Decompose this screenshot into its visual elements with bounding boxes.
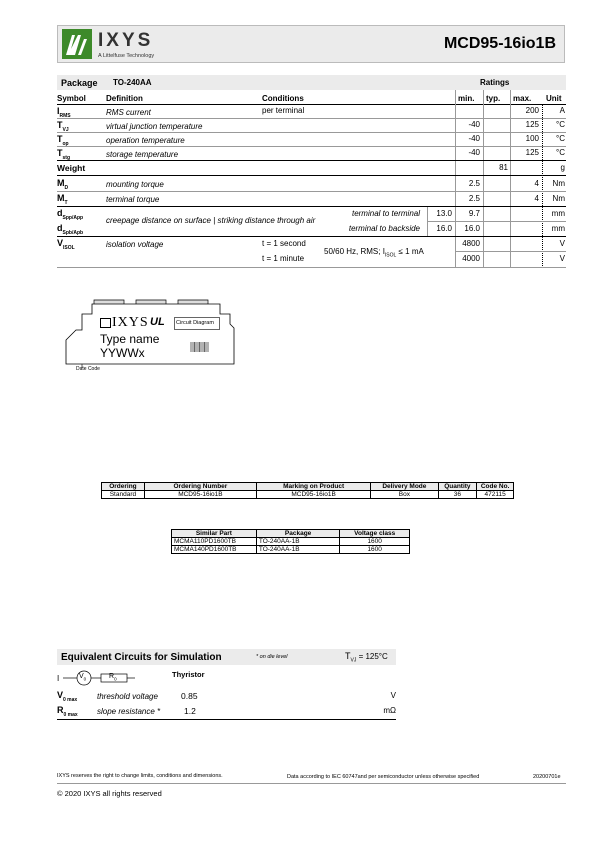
- def-irms: RMS current: [106, 108, 151, 117]
- sym-mt: $M_T$: [57, 193, 68, 206]
- package-marking-drawing: [62, 296, 262, 368]
- sym-weight: Weight: [57, 163, 86, 173]
- circuit-r0-label: $R_0$: [109, 673, 117, 682]
- def-md: mounting torque: [106, 180, 164, 189]
- ordering-cell: Standard: [102, 491, 145, 499]
- col-min: min.: [458, 94, 475, 103]
- unit-visol-1s: V: [559, 239, 565, 248]
- cond-irms: per terminal: [262, 106, 305, 115]
- min-md: 2.5: [468, 179, 480, 188]
- ixys-box-icon: [100, 318, 111, 328]
- ratings-label: Ratings: [480, 78, 510, 87]
- device-label: Thyristor: [172, 670, 205, 679]
- table-row: [102, 491, 514, 499]
- equivalent-temp: $T_{VJ} = 125^\circ C$: [345, 651, 388, 664]
- sym-dspb: $d_{Spb/Apb}$: [57, 223, 84, 236]
- sym-tvj: $T_{VJ}$: [57, 120, 69, 133]
- val-v0max: 0.85: [181, 691, 198, 701]
- col-divider: [483, 90, 484, 268]
- col-definition: Definition: [106, 94, 143, 103]
- footer-standards: Data according to IEC 60747and per semiconductor unless otherwise specified: [287, 774, 480, 780]
- cond-visol-1s: t = 1 second: [262, 239, 306, 248]
- similar-parts-table: [171, 529, 410, 554]
- unit-tstg: °C: [556, 148, 565, 157]
- def-tvj: virtual junction temperature: [106, 122, 203, 131]
- col-symbol: Symbol: [57, 94, 86, 103]
- date-code-label: Date Code: [76, 366, 100, 372]
- similar-header-row: [172, 530, 410, 538]
- ratings-band: [453, 75, 566, 90]
- max-md: 4: [534, 179, 539, 188]
- max-mt: 4: [534, 194, 539, 203]
- equivalent-title: Equivalent Circuits for Simulation: [61, 652, 222, 663]
- similar-header-cell: Similar Part: [172, 530, 257, 538]
- ordering-table: [101, 482, 514, 499]
- max-tvj: 125: [525, 120, 539, 129]
- unit-weight: g: [560, 163, 565, 172]
- cond-dspp: terminal to terminal: [351, 209, 420, 218]
- ordering-cell: 36: [438, 491, 477, 499]
- marking-date-code: YYWWx: [100, 346, 145, 360]
- table-row: [172, 538, 410, 546]
- cond-dspb: terminal to backside: [348, 224, 420, 233]
- equivalent-note: * on die level: [256, 654, 288, 660]
- similar-header-cell: Voltage class: [340, 530, 410, 538]
- unit-v0max: V: [390, 691, 396, 700]
- min-top: -40: [468, 134, 480, 143]
- val-r0max: 1.2: [184, 706, 196, 716]
- sym-dspp: $d_{Spp/App}$: [57, 208, 84, 221]
- sym-top: $T_{op}$: [57, 134, 69, 147]
- sym-r0max: $R_{0 max}$: [57, 705, 78, 718]
- package-value: TO-240AA: [113, 78, 152, 87]
- col-divider-dotted: [542, 104, 543, 268]
- unit-top: °C: [556, 134, 565, 143]
- val-dspb: 16.0: [436, 224, 452, 233]
- cond-visol-1m: t = 1 minute: [262, 254, 305, 263]
- unit-r0max: mΩ: [383, 706, 396, 715]
- sym-md: $M_D$: [57, 178, 69, 191]
- min-dspb: 16.0: [464, 224, 480, 233]
- package-label: Package: [61, 78, 98, 88]
- typ-weight: 81: [499, 163, 508, 172]
- def-visol: isolation voltage: [106, 240, 164, 249]
- col-typ: typ.: [486, 94, 501, 103]
- min-tvj: -40: [468, 120, 480, 129]
- min-mt: 2.5: [468, 194, 480, 203]
- min-visol-1m: 4000: [462, 254, 480, 263]
- ordering-cell: MCD95-16io1B: [257, 491, 371, 499]
- unit-tvj: °C: [556, 120, 565, 129]
- cond-visol-common: 50/60 Hz, RMS; $I_{ISOL} \le 1$ mA: [324, 247, 424, 259]
- ordering-header-cell: Delivery Mode: [371, 483, 438, 491]
- circuit-v0-label: $V_0$: [79, 673, 87, 682]
- similar-header-cell: Package: [256, 530, 340, 538]
- min-tstg: -40: [468, 148, 480, 157]
- ordering-header-cell: Code No.: [477, 483, 514, 491]
- sym-irms: $I_{RMS}$: [57, 106, 71, 119]
- part-number: MCD95-16io1B: [443, 35, 556, 52]
- circuit-diagram-box: Circuit Diagram: [174, 317, 220, 330]
- unit-mt: Nm: [552, 194, 565, 203]
- similar-cell: TO-240AA-1B: [256, 538, 340, 546]
- max-irms: 200: [525, 106, 539, 115]
- max-top: 100: [525, 134, 539, 143]
- unit-irms: A: [559, 106, 565, 115]
- val-dspp: 13.0: [436, 209, 452, 218]
- col-conditions: Conditions: [262, 94, 304, 103]
- similar-cell: MCMA140PD1600TB: [172, 546, 257, 554]
- unit-dspb: mm: [551, 224, 565, 233]
- ordering-header-cell: Ordering Number: [144, 483, 256, 491]
- col-unit: Unit: [546, 94, 562, 103]
- brand-tagline: A Littelfuse Technology: [98, 53, 155, 59]
- similar-cell: 1600: [340, 546, 410, 554]
- footer-disclaimer: IXYS reserves the right to change limits, conditions and dimensions.: [57, 773, 223, 779]
- ixys-logo-icon: [62, 29, 92, 59]
- ordering-header-cell: Marking on Product: [257, 483, 371, 491]
- ordering-cell: Box: [371, 491, 438, 499]
- similar-cell: TO-240AA-1B: [256, 546, 340, 554]
- ordering-cell: MCD95-16io1B: [144, 491, 256, 499]
- def-top: operation temperature: [106, 136, 185, 145]
- header-rule: [57, 104, 566, 105]
- def-v0max: threshold voltage: [97, 692, 158, 701]
- max-tstg: 125: [525, 148, 539, 157]
- def-tstg: storage temperature: [106, 150, 179, 159]
- similar-cell: 1600: [340, 538, 410, 546]
- unit-md: Nm: [552, 179, 565, 188]
- marking-type-name: Type name: [100, 332, 160, 346]
- min-dspp: 9.7: [468, 209, 480, 218]
- ordering-header-cell: Ordering: [102, 483, 145, 491]
- def-creepage: creepage distance on surface | striking distance through air: [106, 216, 316, 225]
- footer-copyright: © 2020 IXYS all rights reserved: [57, 789, 162, 798]
- def-r0max: slope resistance *: [97, 707, 161, 716]
- min-visol-1s: 4800: [462, 239, 480, 248]
- ordering-cell: 472115: [477, 491, 514, 499]
- ordering-header-cell: Quantity: [438, 483, 477, 491]
- similar-cell: MCMA110PD1600TB: [172, 538, 257, 546]
- marking-logo: IXYS: [112, 315, 149, 330]
- circuit-current-label: I: [57, 674, 60, 683]
- ul-mark-icon: UL: [150, 316, 165, 328]
- brand-name: IXYS: [98, 30, 154, 51]
- ordering-header-row: [102, 483, 514, 491]
- sym-visol: $V_{ISOL}$: [57, 238, 75, 251]
- unit-visol-1m: V: [559, 254, 565, 263]
- header: [57, 25, 565, 63]
- footer-revision: 20200701e: [533, 774, 561, 780]
- unit-dspp: mm: [551, 209, 565, 218]
- sym-v0max: $V_{0 max}$: [57, 690, 78, 703]
- def-mt: terminal torque: [106, 195, 160, 204]
- sym-tstg: $T_{stg}$: [57, 148, 70, 161]
- table-row: [172, 546, 410, 554]
- col-max: max.: [513, 94, 532, 103]
